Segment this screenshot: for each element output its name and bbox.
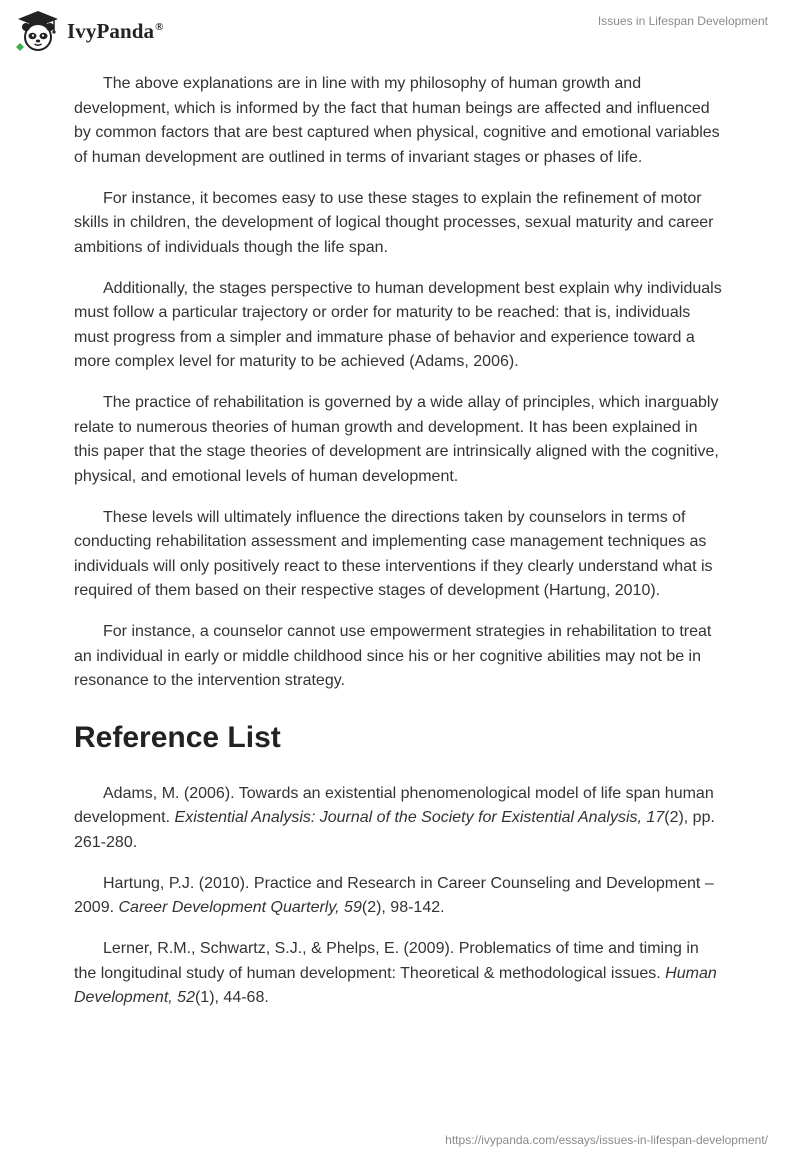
document-title: Issues in Lifespan Development: [597, 14, 768, 28]
reference-item: Adams, M. (2006). Towards an existential phenomenological model of life span human development. Existential Analysis: Journal of the Society for Existential Analysis, 17(2), pp. 261-280.: [74, 784, 715, 851]
body-paragraph: For instance, it becomes easy to use these stages to explain the refinement of motor skills in children, the development of logical thought processes, sexual maturity and career ambitions of individuals though the life span.: [74, 189, 714, 256]
body-paragraph: The above explanations are in line with my philosophy of human growth and development, which is informed by the fact that human beings are affected and influenced by common factors that are best captured when physical, cognitive and emotional variables of human development are outlined in terms of invariant stages or phases of life.: [74, 75, 720, 166]
reference-list-heading: Reference List: [74, 720, 281, 754]
body-paragraph: These levels will ultimately influence the directions taken by counselors in terms of conducting rehabilitation assessment and implementing case management techniques as individuals will only positively react to these interventions if they clearly understand what is required of them based on their respective stages of development (Hartung, 2010).: [74, 508, 713, 599]
panda-logo-icon: [14, 9, 62, 53]
reference-item: Lerner, R.M., Schwartz, S.J., & Phelps, E. (2009). Problematics of time and timing in the longitudinal study of human development: Theoretical & methodological issues. Human Development, 52(1), 44-68.: [74, 940, 717, 1006]
page-header: [0, 0, 800, 60]
brand-name: IvyPanda®: [67, 18, 164, 43]
body-paragraph: For instance, a counselor cannot use empowerment strategies in rehabilitation to treat an individual in early or middle childhood since his or her cognitive abilities may not be in resonance to the intervention strategy.: [74, 623, 712, 689]
body-paragraph: Additionally, the stages perspective to human development best explain why individuals must follow a particular trajectory or order for maturity to be reached: that is, individuals must progress from a simpler and immature phase of behavior and experience toward a more complex level for maturity to be achieved (Adams, 2006).: [74, 279, 722, 370]
body-paragraph: The practice of rehabilitation is governed by a wide allay of principles, which inarguably relate to numerous theories of human growth and development. It has been explained in this paper that the stage theories of development are intrinsically aligned with the cognitive, physical, and emotional levels of human development.: [74, 394, 719, 485]
essay-content: [74, 72, 724, 1027]
source-url-link[interactable]: https://ivypanda.com/essays/issues-in-lifespan-development/: [445, 1133, 768, 1147]
brand-logo[interactable]: [14, 9, 164, 53]
reference-item: Hartung, P.J. (2010). Practice and Research in Career Counseling and Development – 2009. Career Development Quarterly, 59(2), 98-142.: [74, 874, 714, 916]
